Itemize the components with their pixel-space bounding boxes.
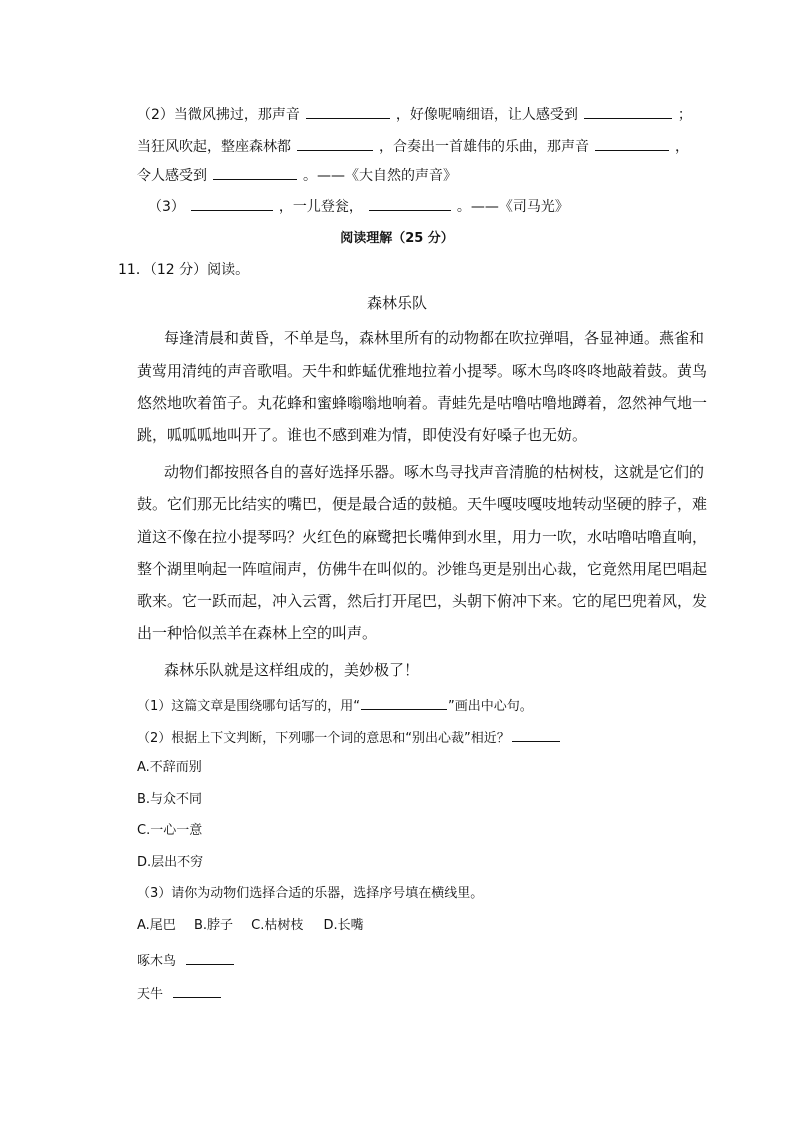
instrument-option: A.尾巴 [137,918,176,933]
passage-p2-line: 整个湖里响起一阵喧闹声，仿佛牛在叫似的。沙锥鸟更是别出心裁，它竟然用尾巴唱起 [137,560,708,578]
match-item-longhorn-beetle [137,983,227,1005]
answer-blank[interactable] [297,136,373,151]
text: （1）这篇文章是围绕哪句话写的，用“ [137,699,361,714]
answer-blank[interactable] [213,165,297,180]
passage-p2-line: 歌来。它一跃而起，冲入云霄，然后打开尾巴，头朝下俯冲下来。它的尾巴兜着风，发 [137,592,708,610]
text: ，合奏出一首雄伟的乐曲，那声音 [379,139,589,155]
fill-q2-line1 [137,104,692,125]
question-11-header: 11．（12 分）阅读。 [118,262,250,278]
match-item-woodpecker [137,950,240,972]
text: ； [677,107,692,123]
instrument-options [137,916,364,936]
answer-blank[interactable] [191,196,273,211]
text: 令人感受到 [137,168,207,184]
instrument-option: B.脖子 [193,918,234,933]
passage-p1-line: 每逢清晨和黄昏，不单是鸟，森林里所有的动物都在吹拉弹唱，各显神通。燕雀和 [164,329,705,347]
fill-q2-line2 [137,136,689,157]
option-d[interactable]: D.层出不穷 [137,855,204,870]
passage-p2-line: 动物们都按照各自的喜好选择乐器。啄木鸟寻找声音清脆的枯树枝，这就是它们的 [164,463,705,481]
text: （2）当微风拂过，那声音 [137,107,300,123]
instrument-option: D.长嘴 [323,918,364,933]
fill-q2-line3 [137,165,457,186]
section-title: 阅读理解（25 分） [340,231,454,246]
option-a[interactable]: A.不辞而别 [137,760,202,775]
answer-blank[interactable] [595,136,669,151]
answer-blank[interactable] [584,104,672,119]
text: ，好像呢喃细语，让人感受到 [395,107,578,123]
text: 当狂风吹起，整座森林都 [137,139,291,155]
text: ，一儿登瓮， [278,199,363,215]
answer-blank[interactable] [173,983,221,998]
option-b[interactable]: B.与众不同 [137,792,203,807]
subquestion-2 [137,727,562,749]
text: ”画出中心句。 [448,699,533,714]
instrument-option: C.枯树枝 [251,918,304,933]
answer-blank[interactable] [186,950,234,965]
subquestion-1 [137,695,533,717]
passage-p1-line: 黄莺用清纯的声音歌唱。天牛和蚱蜢优雅地拉着小提琴。啄木鸟咚咚咚地敲着鼓。黄鸟 [137,362,708,380]
passage-title: 森林乐队 [366,294,427,312]
answer-blank[interactable] [361,695,447,710]
option-c[interactable]: C.一心一意 [137,823,203,838]
text: （2）根据上下文判断，下列哪一个词的意思和“别出心裁”相近？ [137,731,510,746]
answer-blank[interactable] [306,104,390,119]
text: 。——《大自然的声音》 [303,168,457,184]
passage-p1-line: 悠然地吹着笛子。丸花蜂和蜜蜂嗡嗡地响着。青蛙先是咕噜咕噜地蹲着，忽然神气地一 [137,394,708,412]
subquestion-3: （3）请你为动物们选择合适的乐器，选择序号填在横线里。 [137,886,484,901]
passage-p2-line: 鼓。它们那无比结实的嘴巴，便是最合适的鼓槌。天牛嘎吱嘎吱地转动坚硬的脖子，难 [137,495,708,513]
passage-p2-line: 道这不像在拉小提琴吗？火红色的麻鹭把长嘴伸到水里，用力一吹，水咕噜咕噜直响， [137,528,708,546]
passage-p3: 森林乐队就是这样组成的，美妙极了！ [164,661,420,679]
text: 天牛 [137,987,164,1002]
fill-q3-line [148,196,569,217]
text: （3） [148,199,185,215]
passage-p1-line: 跳，呱呱呱地叫开了。谁也不感到难为情，即使没有好嗓子也无妨。 [137,426,588,444]
text: 。——《司马光》 [456,199,569,215]
answer-blank[interactable] [512,727,560,742]
text: ， [675,139,689,155]
text: 啄木鸟 [137,954,177,969]
passage-p2-line: 出一种恰似羔羊在森林上空的叫声。 [137,624,378,642]
answer-blank[interactable] [369,196,451,211]
